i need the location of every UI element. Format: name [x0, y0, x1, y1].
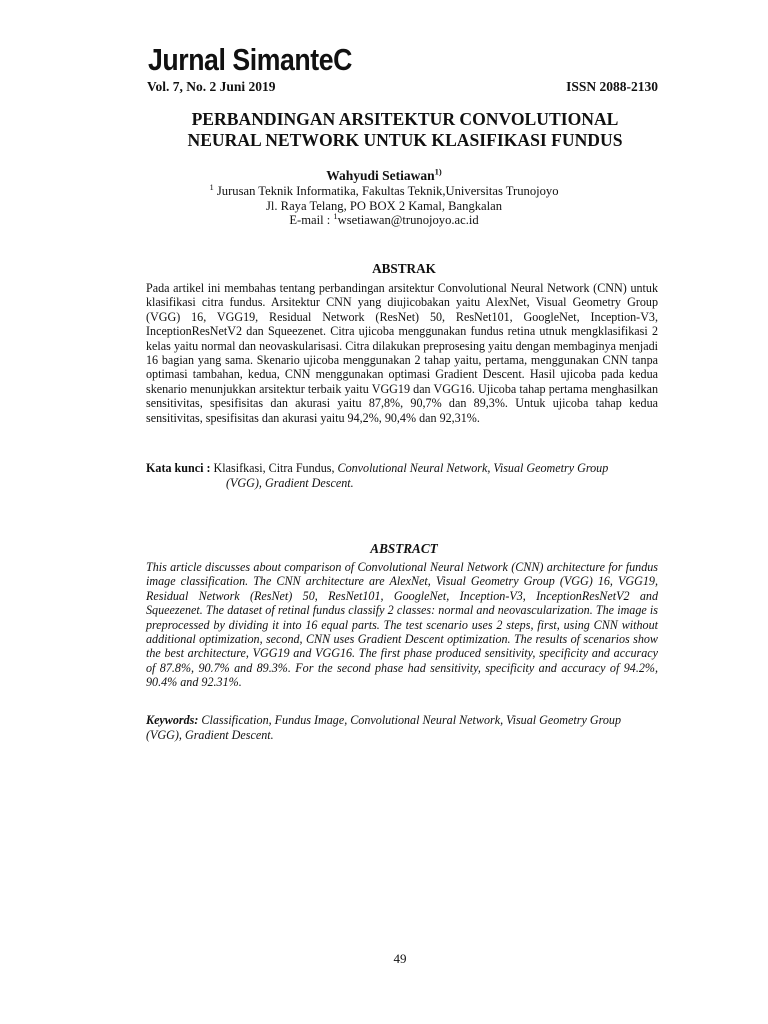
page-number: 49	[393, 951, 407, 966]
kata-kunci-plain: Klasifkasi, Citra Fundus,	[210, 461, 338, 475]
abstrak-text: Pada artikel ini membahas tentang perbandingan arsitektur Convolutional Neural Network (CNN) untuk klasifikasi citra fundus. Arsitektur CNN yang diujicobakan yaitu AlexNet, Visual Geometry Group (VGG) 16, VGG19, Residual Network (ResNet) 50, ResNet101, GoogleNet, Inception-V3, InceptionResNetV2 dan Squeezenet. Citra ujicoba menggunakan fundus retina utnuk mengklasifikasi 2 kelas yaitu normal dan neovaskularisasi. Citra dilakukan preprosesing yaitu dengan membaginya menjadi 16 bagian yang sama. Skenario ujicoba menggunakan 2 tahap yaitu, pertama, menggunakan CNN tanpa optimasi tambahan, kedua, CNN menggunakan optimasi Gradient Descent. Hasil ujicoba pada kedua skenario menunjukkan arsitektur terbaik yaitu VGG19 dan VGG16. Ujicoba tahap pertama menghasilkan sensitivitas, spesifisitas dan akurasi yaitu 87,8%, 90,7% dan 89,3%. Untuk ujicoba tahap kedua sensitivitas, spesifisitas dan akurasi yaitu 94,2%, 90,4% dan 92,31%.	[146, 281, 658, 425]
email-prefix: E-mail :	[289, 213, 334, 227]
kata-kunci-italic-2: (VGG), Gradient Descent.	[226, 476, 354, 490]
affiliation-email	[0, 210, 768, 228]
kata-kunci-label: Kata kunci :	[146, 461, 211, 475]
kata-kunci-italic-1: Convolutional Neural Network, Visual Geometry Group	[337, 461, 609, 475]
title-line-1: PERBANDINGAN ARSITEKTUR CONVOLUTIONAL	[191, 109, 619, 129]
affiliation-line-1	[0, 181, 768, 199]
author-marker: 1)	[434, 166, 442, 177]
email-marker: 1	[333, 210, 338, 221]
author	[0, 168, 768, 184]
kata-kunci	[146, 461, 658, 491]
issn: ISSN 2088-2130	[566, 79, 658, 94]
keywords-text: Classification, Fundus Image, Convolutional Neural Network, Visual Geometry Group (VGG), Gradient Descent.	[146, 713, 621, 742]
volume-info: Vol. 7, No. 2 Juni 2019	[147, 79, 276, 94]
keywords	[146, 713, 658, 743]
author-name: Wahyudi Setiawan	[326, 168, 435, 183]
email-address[interactable]: wsetiawan@trunojoyo.ac.id	[337, 213, 479, 227]
keywords-label: Keywords:	[146, 713, 199, 727]
affiliation-marker: 1	[209, 181, 214, 192]
affiliation-text: Jurusan Teknik Informatika, Fakultas Teknik,Universitas Trunojoyo	[216, 184, 559, 198]
abstrak-heading: ABSTRAK	[372, 261, 436, 276]
affiliation-line-2: Jl. Raya Telang, PO BOX 2 Kamal, Bangkalan	[265, 199, 503, 213]
journal-logo: Jurnal SimanteC	[148, 42, 352, 77]
paper-title	[140, 109, 670, 151]
abstract-heading: ABSTRACT	[370, 541, 438, 556]
title-line-2: NEURAL NETWORK UNTUK KLASIFIKASI FUNDUS	[187, 130, 623, 150]
abstract-text: This article discusses about comparison of Convolutional Neural Network (CNN) architecture for fundus image classification. The CNN architecture are AlexNet, Visual Geometry Group (VGG) 16, VGG19, Residual Network (ResNet) 50, ResNet101, GoogleNet, Inception-V3, InceptionResNetV2 and Squeezenet. The dataset of retinal fundus classify 2 classes: normal and neovascularization. The image is preprocessed by dividing it into 16 equal parts. The test scenario uses 2 steps, first, using CNN without additional optimization, second, CNN uses Gradient Descent optimization. The results of scenarios show the best architecture, VGG19 and VGG16. The first phase produced sensitivity, specificity and accuracy of 87.8%, 90.7% and 89.3%. For the second phase had sensitivity, specificity and accuracy of 94.2%, 90.4% and 92.31%.	[146, 560, 658, 690]
